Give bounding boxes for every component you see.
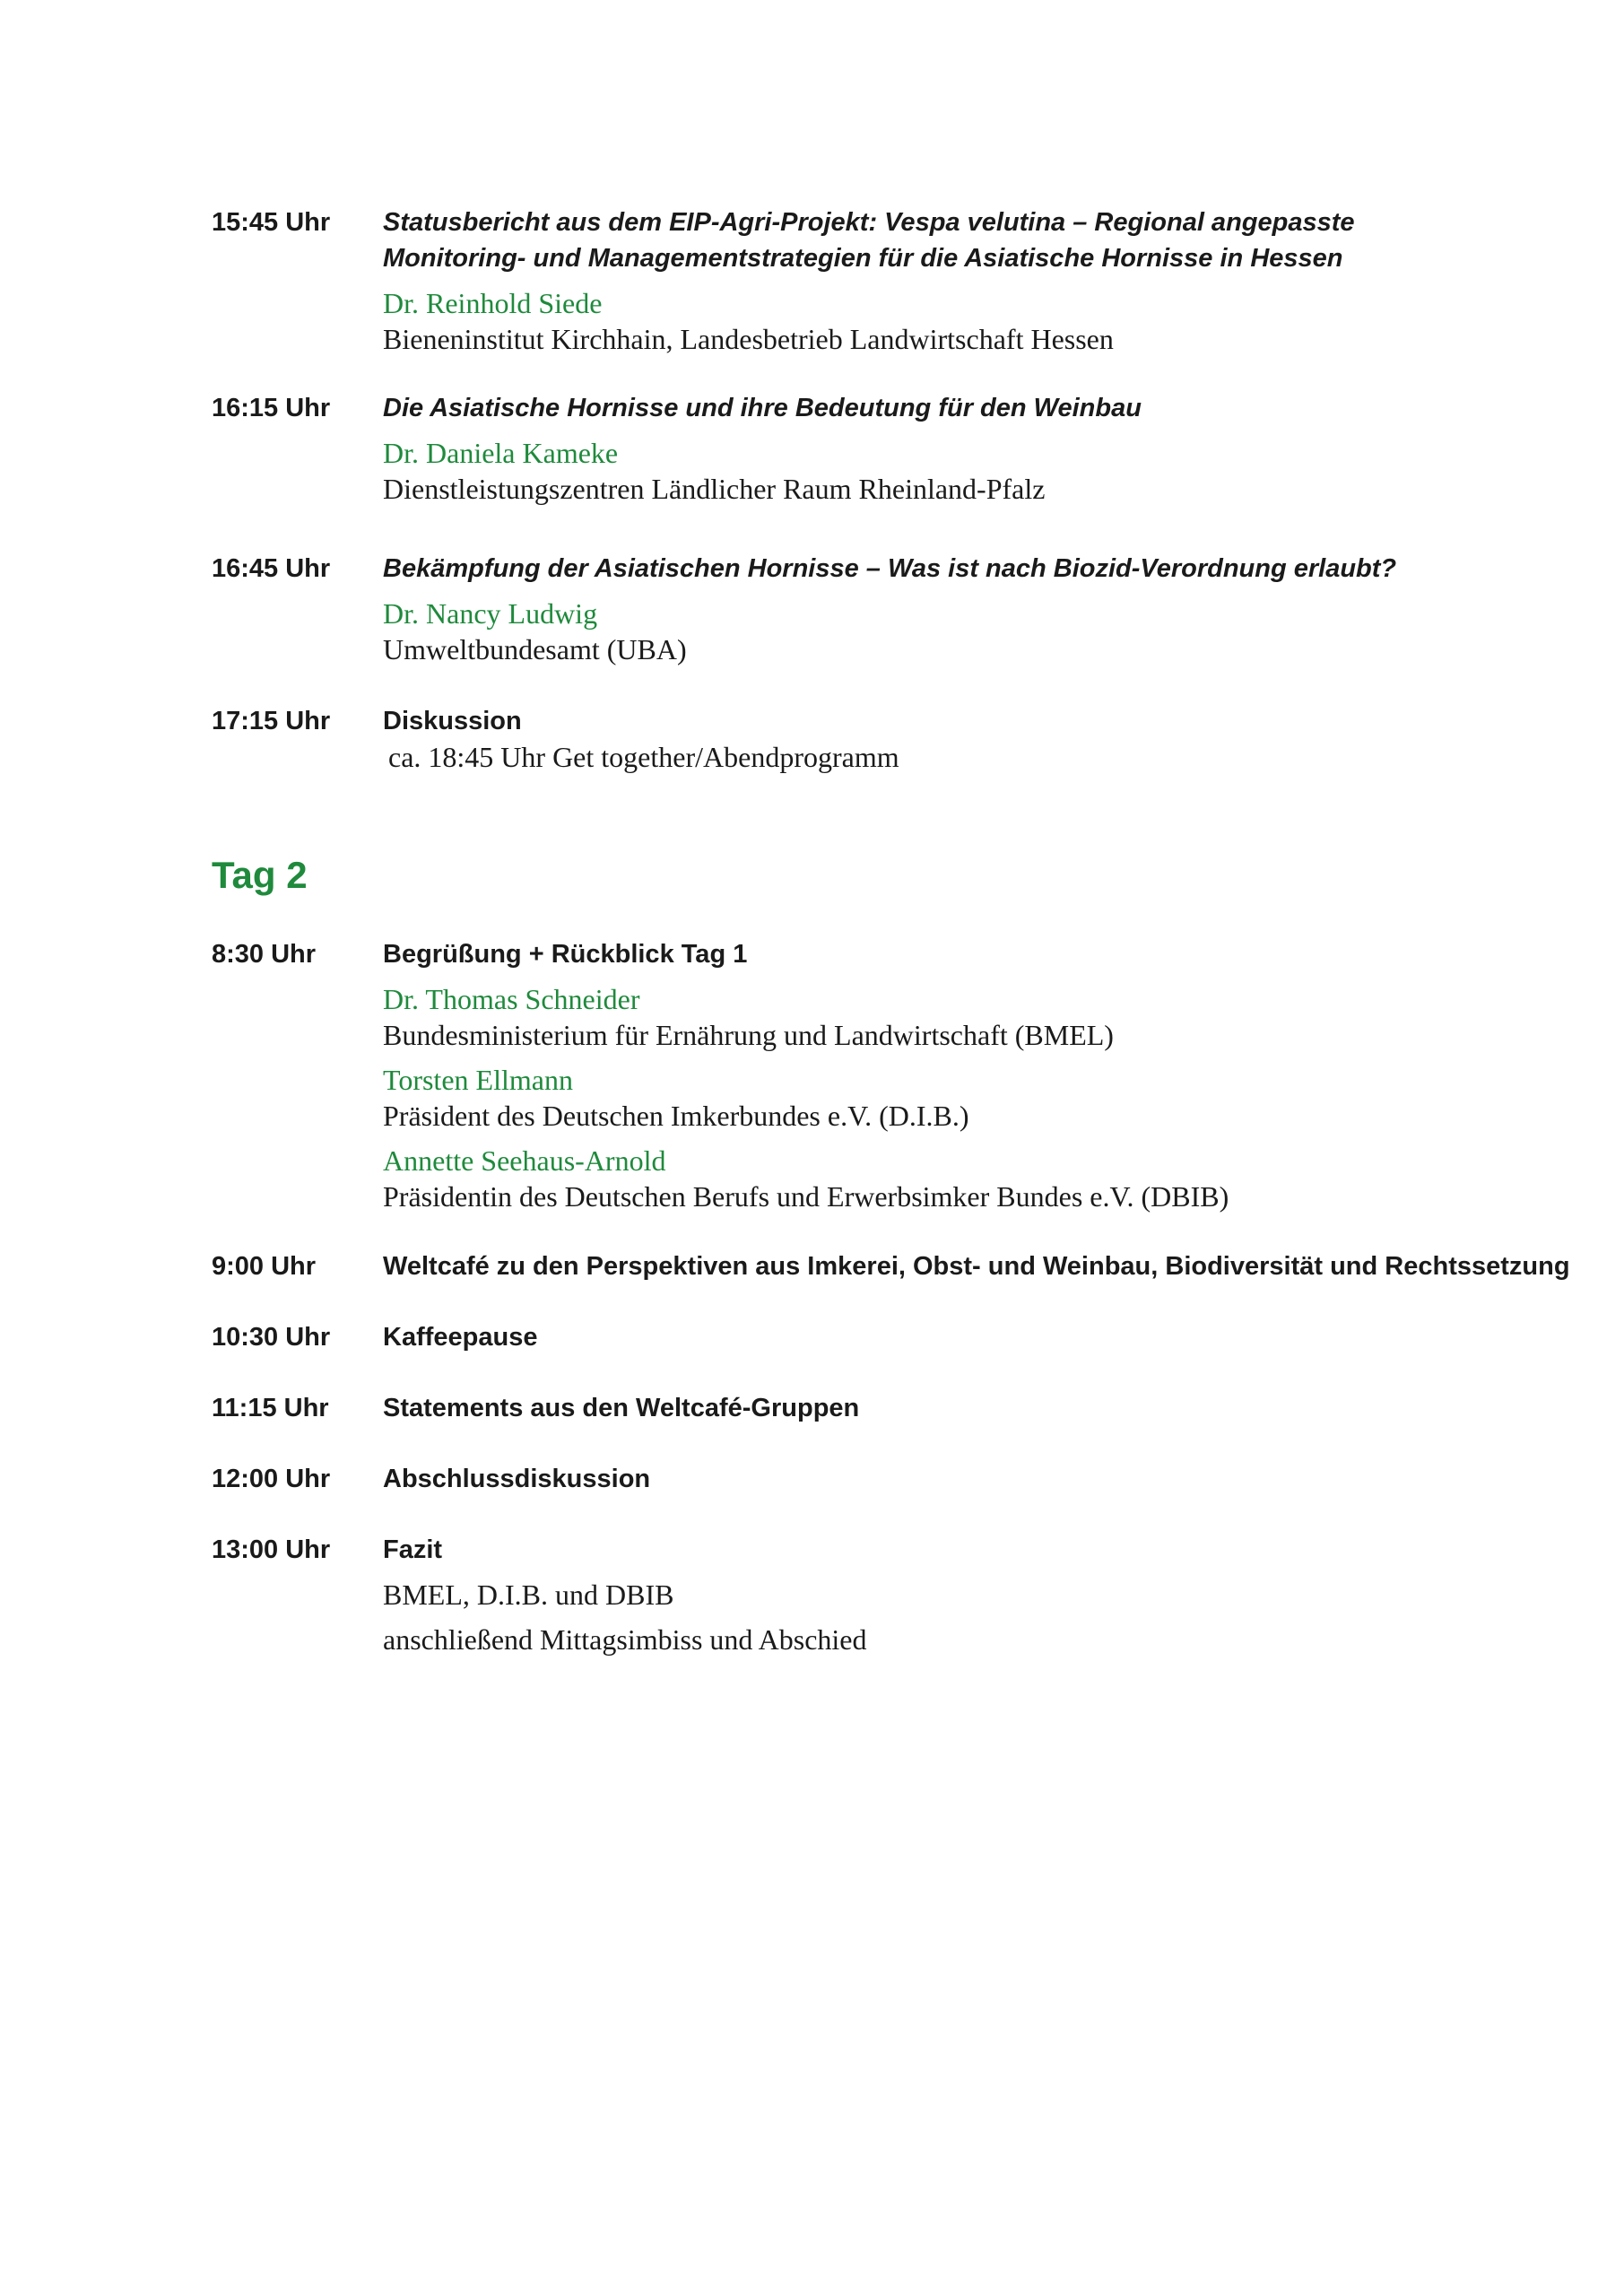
session-content <box>383 204 1624 357</box>
session-detail: BMEL, D.I.B. und DBIB <box>383 1578 674 1611</box>
session-title: Fazit <box>383 1535 443 1564</box>
session-time: 9:00 Uhr <box>212 1252 317 1281</box>
session-title: Abschlussdiskussion <box>383 1465 651 1493</box>
speaker-name: Dr. Reinhold Siede <box>383 287 603 319</box>
session-title-line-1: Statusbericht aus dem EIP-Agri-Projekt: Vespa velutina – Regional angepasste <box>383 208 1355 237</box>
session-title: Begrüßung + Rückblick Tag 1 <box>383 940 748 969</box>
session-content <box>383 703 1624 775</box>
speaker-organization: Bieneninstitut Kirchhain, Landesbetrieb Landwirtschaft Hessen <box>383 323 1114 355</box>
session-time: 8:30 Uhr <box>212 940 317 969</box>
speaker-organization: Bundesministerium für Ernährung und Landwirtschaft (BMEL) <box>383 1019 1114 1051</box>
session-title: Diskussion <box>383 707 522 735</box>
session-detail: anschließend Mittagsimbiss und Abschied <box>383 1623 867 1656</box>
speaker-organization: Dienstleistungszentren Ländlicher Raum Rheinland-Pfalz <box>383 473 1046 505</box>
session-note: ca. 18:45 Uhr Get together/Abendprogramm <box>388 741 899 773</box>
session-content <box>383 551 1624 667</box>
session-content <box>383 936 1624 1214</box>
session-content <box>383 1319 1624 1355</box>
session-title: Statements aus den Weltcafé-Gruppen <box>383 1394 860 1422</box>
speaker-name: Torsten Ellmann <box>383 1064 573 1096</box>
session-title: Weltcafé zu den Perspektiven aus Imkerei, Obst- und Weinbau, Biodiversität und Rechtssetzung <box>383 1252 1570 1281</box>
session-time: 12:00 Uhr <box>212 1465 331 1493</box>
speaker-organization: Präsident des Deutschen Imkerbundes e.V. (D.I.B.) <box>383 1100 969 1132</box>
session-time: 17:15 Uhr <box>212 707 331 735</box>
session-title: Bekämpfung der Asiatischen Hornisse – Was ist nach Biozid-Verordnung erlaubt? <box>383 554 1397 583</box>
speaker-organization: Präsidentin des Deutschen Berufs und Erwerbsimker Bundes e.V. (DBIB) <box>383 1180 1229 1213</box>
session-time: 10:30 Uhr <box>212 1323 331 1352</box>
session-time: 16:45 Uhr <box>212 554 331 583</box>
session-content <box>383 1390 1624 1426</box>
session-content <box>383 1532 1624 1657</box>
speaker-name: Dr. Daniela Kameke <box>383 437 619 469</box>
day-heading: Tag 2 <box>212 854 308 896</box>
session-title: Die Asiatische Hornisse und ihre Bedeutung für den Weinbau <box>383 394 1142 422</box>
session-title: Kaffeepause <box>383 1323 538 1352</box>
speaker-name: Annette Seehaus-Arnold <box>383 1144 666 1177</box>
session-content <box>383 1248 1624 1284</box>
session-time: 15:45 Uhr <box>212 208 331 237</box>
session-content <box>383 390 1624 507</box>
speaker-organization: Umweltbundesamt (UBA) <box>383 633 687 665</box>
speaker-name: Dr. Nancy Ludwig <box>383 597 598 630</box>
session-content <box>383 1461 1624 1497</box>
session-title-line-2: Monitoring- und Managementstrategien für die Asiatische Hornisse in Hessen <box>383 244 1343 273</box>
session-time: 11:15 Uhr <box>212 1394 329 1422</box>
session-time: 16:15 Uhr <box>212 394 331 422</box>
session-time: 13:00 Uhr <box>212 1535 331 1564</box>
speaker-name: Dr. Thomas Schneider <box>383 983 640 1015</box>
